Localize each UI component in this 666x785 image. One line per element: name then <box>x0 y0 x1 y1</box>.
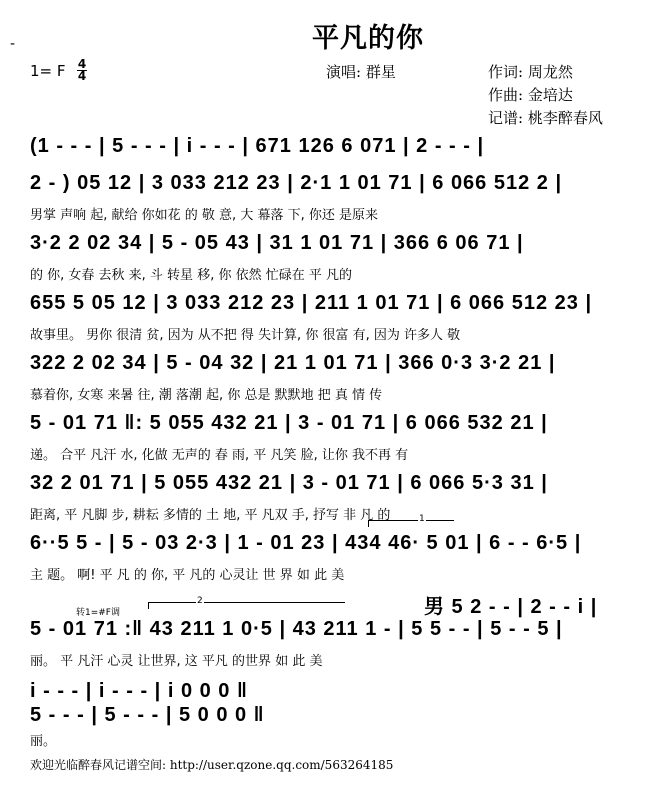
notes: 2 - ) 05 12 | 3 033 212 23 | 2·1 1 01 71 | 6 066 512 2 | <box>30 172 563 194</box>
lyrics: 的 你, 女春 去秋 来, 斗 转星 移, 你 依然 忙碌在 平 凡的 <box>30 268 352 283</box>
key-signature: 1= F <box>30 62 66 80</box>
notes: 5 - 01 71 ‖: 5 055 432 21 | 3 - 01 71 | 6 066 532 21 | <box>30 412 548 434</box>
score-row-2 <box>30 172 640 223</box>
notes-lower: 5 - - - | 5 - - - | 5 0 0 0 ‖ <box>30 704 265 726</box>
notes: 322 2 02 34 | 5 - 04 32 | 21 1 01 71 | 366 0·3 3·2 21 | <box>30 352 556 374</box>
upper-voice-notes: 男 5 2 - - | 2 - - i | <box>424 596 598 618</box>
volta-bracket-1 <box>368 520 454 527</box>
lyrics: 故事里。 男你 很清 贫, 因为 从不把 得 失计算, 你 很富 有, 因为 许多人 敬 <box>30 328 461 343</box>
score-row-4 <box>30 292 640 343</box>
song-title: 平凡的你 <box>312 23 424 54</box>
score-row-6 <box>30 412 640 463</box>
notes: (1 - - - | 5 - - - | i - - - | 671 126 6 071 | 2 - - - | <box>30 135 485 157</box>
score-row-8 <box>30 532 640 583</box>
lyricist: 作词: 周龙然 <box>488 63 573 81</box>
notes: 3·2 2 02 34 | 5 - 05 43 | 31 1 01 71 | 366 6 06 71 | <box>30 232 524 254</box>
notes: 655 5 05 12 | 3 033 212 23 | 211 1 01 71 | 6 066 512 23 | <box>30 292 593 314</box>
score-row-7 <box>30 472 640 523</box>
score-row-5 <box>30 352 640 403</box>
notes: 5 - 01 71 :‖ 43 211 1 0·5 | 43 211 1 - | 5 5 - - | 5 - - 5 | <box>30 618 563 640</box>
volta-1-label: 1 <box>419 514 425 524</box>
volta-2-label: 2 <box>197 596 203 606</box>
score-row-9 <box>30 618 640 669</box>
lyrics: 距离, 平 凡脚 步, 耕耘 多情的 土 地, 平 凡双 手, 抒写 非 凡 的 <box>30 508 391 523</box>
notes: 6··5 5 - | 5 - 03 2·3 | 1 - 01 23 | 434 46· 5 01 | 6 - - 6·5 | <box>30 532 582 554</box>
lyrics: 丽。 平 凡汗 心灵 让世界, 这 平凡 的世界 如 此 美 <box>30 654 323 669</box>
score-row-10 <box>30 680 640 749</box>
lyrics: 主 题。 啊! 平 凡 的 你, 平 凡的 心灵让 世 界 如 此 美 <box>30 568 345 583</box>
corner-mark: - <box>10 36 16 52</box>
lyrics: 丽。 <box>30 734 57 749</box>
lyrics: 递。 合平 凡汗 水, 化做 无声的 春 雨, 平 凡笑 脸, 让你 我不再 有 <box>30 448 409 463</box>
transcriber: 记谱: 桃李醉春风 <box>488 109 603 127</box>
score-row-3 <box>30 232 640 283</box>
volta-bracket-2 <box>148 602 345 609</box>
time-sig-bottom: 4 <box>77 69 87 83</box>
singer: 演唱: 群星 <box>326 63 396 81</box>
score-row-1 <box>30 135 640 175</box>
footer-link-text: 欢迎光临醉春风记谱空间: http://user.qzone.qq.com/563264185 <box>30 758 394 772</box>
composer: 作曲: 金培达 <box>488 86 573 104</box>
key-change-annotation: 转1=#F调 <box>76 608 120 618</box>
notes-upper: i - - - | i - - - | i 0 0 0 ‖ <box>30 680 248 702</box>
notes: 32 2 01 71 | 5 055 432 21 | 3 - 01 71 | 6 066 5·3 31 | <box>30 472 548 494</box>
lyrics: 男掌 声响 起, 献给 你如花 的 敬 意, 大 幕落 下, 你还 是原来 <box>30 208 378 223</box>
time-signature <box>76 59 88 82</box>
time-sig-top: 4 <box>77 57 87 71</box>
lyrics: 慕着你, 女寒 来暑 往, 潮 落潮 起, 你 总是 默默地 把 真 情 传 <box>30 388 383 403</box>
